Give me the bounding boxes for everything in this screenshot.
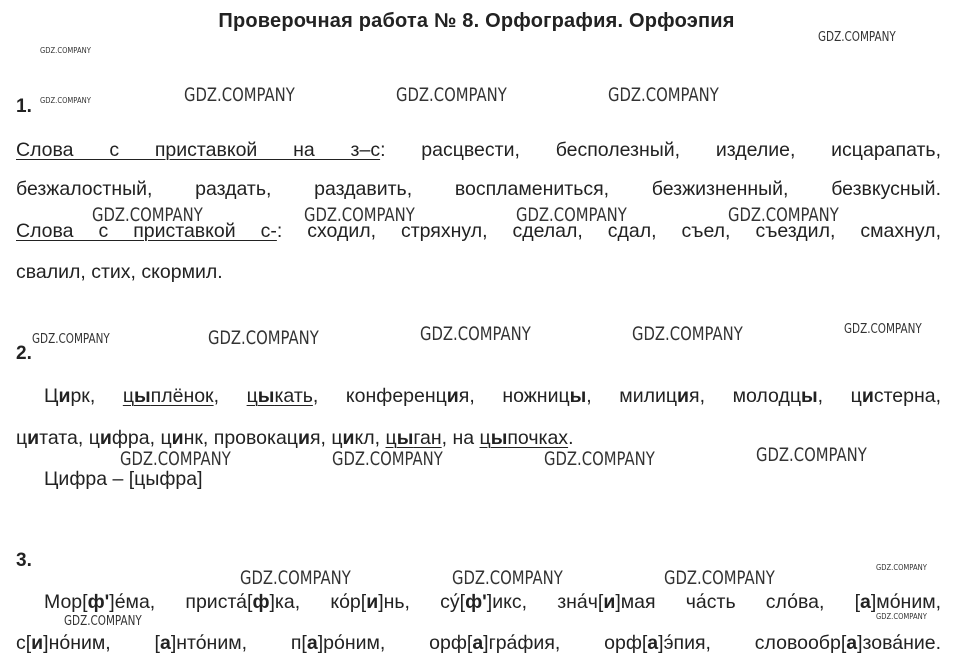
watermark-text: GDZ.COMPANY bbox=[40, 96, 91, 105]
text-segment: ц bbox=[16, 427, 28, 449]
watermark-text: GDZ.COMPANY bbox=[332, 448, 443, 470]
text-segment: я, ц bbox=[309, 427, 343, 449]
highlighted-letter: ф' bbox=[465, 591, 487, 613]
text-segment: ]зова́ние. bbox=[857, 632, 942, 654]
highlighted-letter: и bbox=[861, 385, 874, 407]
text-segment: ]ка, ко́р[ bbox=[269, 591, 367, 613]
highlighted-letter: и bbox=[27, 427, 40, 449]
watermark-text: GDZ.COMPANY bbox=[208, 327, 319, 349]
task-1-line-2: безжалостный, раздать, раздавить, воспламениться, безжизненный, безвкусный. bbox=[16, 178, 941, 200]
highlighted-letter: и bbox=[446, 385, 459, 407]
watermark-text: GDZ.COMPANY bbox=[120, 448, 231, 470]
text-segment: ]но́ним, [ bbox=[43, 632, 160, 654]
text-segment: ]мая ча́сть сло́ва, [ bbox=[615, 591, 861, 613]
highlighted-letter: а bbox=[306, 632, 318, 654]
watermark-text: GDZ.COMPANY bbox=[40, 46, 91, 55]
text-segment: я, ножниц bbox=[458, 385, 570, 407]
task-2-number: 2. bbox=[16, 343, 32, 364]
watermark-text: GDZ.COMPANY bbox=[818, 30, 896, 45]
highlighted-letter: и bbox=[342, 427, 355, 449]
highlighted-letter: и bbox=[603, 591, 616, 613]
watermark-text: GDZ.COMPANY bbox=[756, 444, 867, 466]
task-3-line-2 bbox=[16, 631, 941, 655]
watermark-text: GDZ.COMPANY bbox=[632, 323, 743, 345]
task-2-line-1 bbox=[44, 384, 941, 408]
text-segment: , конференц bbox=[312, 385, 447, 407]
watermark-text: GDZ.COMPANY bbox=[32, 332, 110, 347]
text-segment: ц bbox=[385, 427, 397, 449]
text-segment: . bbox=[568, 427, 574, 449]
watermark-text: GDZ.COMPANY bbox=[240, 567, 351, 589]
task-1-line-3 bbox=[16, 219, 941, 243]
text-segment: ]гра́фия, орф[ bbox=[483, 632, 648, 654]
watermark-text: GDZ.COMPANY bbox=[184, 84, 295, 106]
watermark-text: GDZ.COMPANY bbox=[516, 204, 627, 226]
highlighted-letter: и bbox=[366, 591, 379, 613]
text-segment: , на bbox=[441, 427, 480, 449]
text-segment: почках bbox=[507, 427, 569, 449]
text-segment: ]э́пия, словообр[ bbox=[658, 632, 847, 654]
text-segment: плёнок bbox=[150, 385, 214, 407]
text-segment: стерна, bbox=[873, 385, 942, 407]
task-1-line-4: свалил, стих, скормил. bbox=[16, 261, 223, 283]
watermark-text: GDZ.COMPANY bbox=[844, 322, 922, 337]
highlighted-letter: а bbox=[846, 632, 858, 654]
watermark-text: GDZ.COMPANY bbox=[304, 204, 415, 226]
text-segment: ц bbox=[122, 385, 134, 407]
text-segment: , ц bbox=[817, 385, 862, 407]
watermark-text: GDZ.COMPANY bbox=[64, 614, 142, 629]
text-segment: , милиц bbox=[586, 385, 678, 407]
text-segment: ]нь, су́[ bbox=[378, 591, 466, 613]
task-1-heading-z-s: Слова с приставкой на з–с bbox=[16, 139, 381, 161]
text-segment: с[ bbox=[16, 632, 32, 654]
text-segment: я, молодц bbox=[689, 385, 801, 407]
highlighted-letter: и bbox=[171, 427, 184, 449]
text-segment: ц bbox=[479, 427, 491, 449]
task-1-number: 1. bbox=[16, 96, 32, 117]
task-3-line-1 bbox=[44, 590, 941, 614]
highlighted-letter: и bbox=[99, 427, 112, 449]
text-segment: ц bbox=[246, 385, 258, 407]
text-segment: кать bbox=[274, 385, 313, 407]
highlighted-letter: и bbox=[58, 385, 71, 407]
task-3-number: 3. bbox=[16, 550, 32, 571]
text-segment: ]е́ма, приста́[ bbox=[109, 591, 253, 613]
task-2-line-2 bbox=[16, 426, 573, 450]
text-segment: ган bbox=[413, 427, 442, 449]
highlighted-letter: и bbox=[677, 385, 690, 407]
highlighted-letter: ы bbox=[257, 385, 275, 407]
watermark-text: GDZ.COMPANY bbox=[420, 323, 531, 345]
task-1-line-1 bbox=[16, 138, 941, 162]
watermark-text: GDZ.COMPANY bbox=[876, 563, 927, 572]
highlighted-letter: ф' bbox=[87, 591, 110, 613]
highlighted-letter: ы bbox=[801, 385, 818, 407]
highlighted-letter: а bbox=[159, 632, 171, 654]
watermark-text: GDZ.COMPANY bbox=[396, 84, 507, 106]
watermark-text: GDZ.COMPANY bbox=[728, 204, 839, 226]
task-2-transcription: Цифра – [цыфра] bbox=[44, 468, 203, 490]
text-segment: ]нто́ним, п[ bbox=[170, 632, 307, 654]
highlighted-letter: и bbox=[31, 632, 44, 654]
highlighted-letter: ф bbox=[252, 591, 270, 613]
task-1-words-z-s: : расцвести, бесполезный, изделие, исцарапать, bbox=[380, 139, 941, 161]
watermark-text: GDZ.COMPANY bbox=[876, 612, 927, 621]
highlighted-letter: ы bbox=[396, 427, 414, 449]
highlighted-letter: и bbox=[297, 427, 310, 449]
text-segment: тата, ц bbox=[39, 427, 100, 449]
text-segment: ]ро́ним, орф[ bbox=[317, 632, 473, 654]
watermark-text: GDZ.COMPANY bbox=[92, 204, 203, 226]
watermark-text: GDZ.COMPANY bbox=[452, 567, 563, 589]
text-segment: кл, bbox=[354, 427, 386, 449]
highlighted-letter: а bbox=[472, 632, 484, 654]
text-segment: Мор[ bbox=[44, 591, 88, 613]
highlighted-letter: а bbox=[860, 591, 871, 613]
page-title: Проверочная работа № 8. Орфография. Орфоэпия bbox=[218, 10, 735, 32]
watermark-text: GDZ.COMPANY bbox=[544, 448, 655, 470]
highlighted-letter: а bbox=[647, 632, 659, 654]
text-segment: рк, bbox=[70, 385, 123, 407]
text-segment: нк, провокац bbox=[183, 427, 298, 449]
highlighted-letter: ы bbox=[569, 385, 587, 407]
text-segment: Ц bbox=[44, 385, 59, 407]
watermark-text: GDZ.COMPANY bbox=[608, 84, 719, 106]
watermark-text: GDZ.COMPANY bbox=[664, 567, 775, 589]
highlighted-letter: ы bbox=[490, 427, 508, 449]
text-segment: фра, ц bbox=[111, 427, 172, 449]
task-1-heading-s: Слова с приставкой с- bbox=[16, 220, 277, 242]
text-segment: , bbox=[213, 385, 247, 407]
text-segment: ]икс, зна́ч[ bbox=[486, 591, 604, 613]
task-1-words-s: : сходил, стряхнул, сделал, сдал, съел, съездил, смахнул, bbox=[276, 220, 941, 242]
text-segment: ]мо́ним, bbox=[870, 591, 942, 613]
highlighted-letter: ы bbox=[134, 385, 151, 407]
